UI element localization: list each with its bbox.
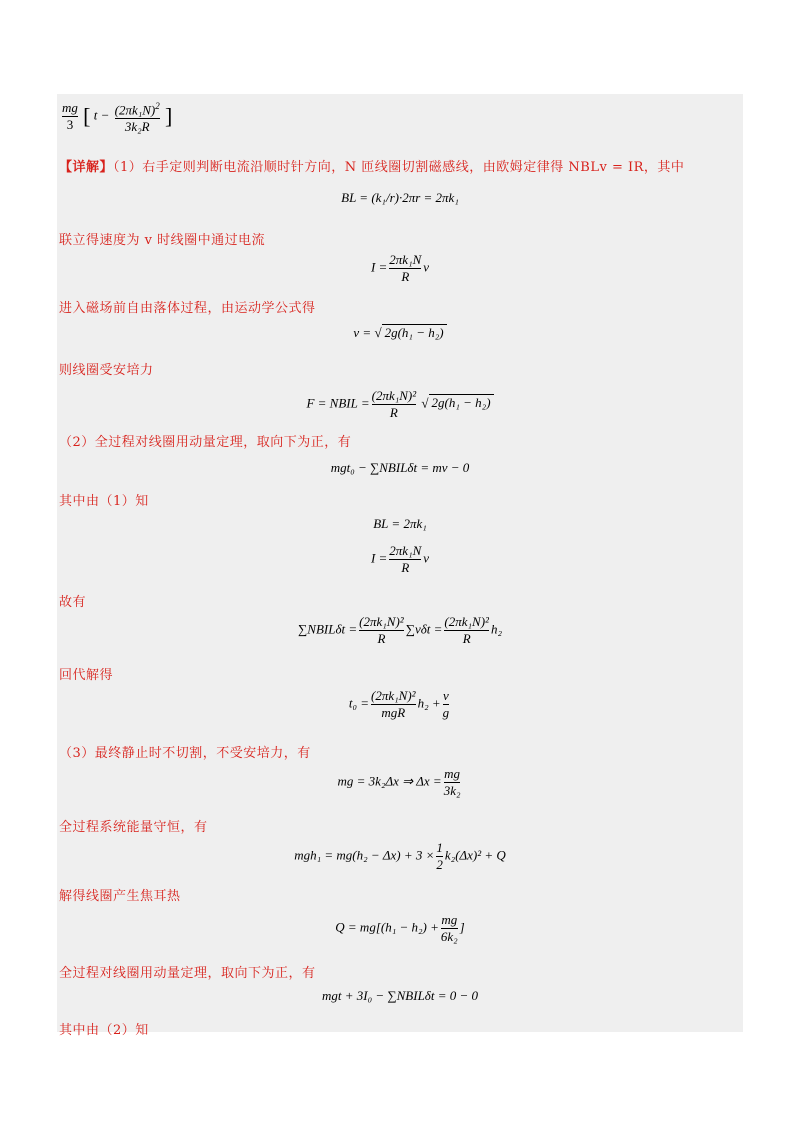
text-line-8: 回代解得 bbox=[59, 668, 114, 683]
detail-tag: 【详解】 bbox=[59, 160, 114, 175]
eq-sum: ∑NBILδt = $\frac{\text{(2πk₁N)²}}{R}$ ∑vδt = $\frac{\text{(2πk₁N)²}}{R}$ h₂ bbox=[298, 614, 502, 646]
text-line-9: （3）最终静止时不切割，不受安培力，有 bbox=[59, 746, 311, 761]
text-line-5: （2）全过程对线圈用动量定理，取向下为正，有 bbox=[59, 435, 352, 450]
eq-current-2: I = $\frac{\text{2πk₁N}}{R}$ v bbox=[370, 543, 430, 575]
text-line-6: 其中由（1）知 bbox=[59, 494, 149, 509]
detail-line: 【详解】（1）右手定则判断电流沿顺时针方向，N 匝线圈切割磁感线，由欧姆定律得 NBLv = IR，其中 bbox=[59, 160, 685, 175]
text-line-13: 其中由（2）知 bbox=[59, 1023, 149, 1038]
text-line-7: 故有 bbox=[59, 595, 87, 610]
text-line-4: 则线圈受安培力 bbox=[59, 363, 154, 378]
eq-t0: t₀ = $\frac{\text{(2πk₁N)²}}{\text{mgR}}$ h₂ + $\frac{v}{g}$ bbox=[348, 688, 450, 720]
text-line-2: 联立得速度为 v 时线圈中通过电流 bbox=[59, 233, 266, 248]
answer-inner-den: 3k₂R bbox=[115, 118, 160, 135]
eq-momentum-1: mgt₀ − ∑NBILδt = mv − 0 bbox=[330, 460, 470, 475]
text-line-10: 全过程系统能量守恒，有 bbox=[59, 820, 208, 835]
answer-inner-num: (2πk₁N) bbox=[114, 102, 156, 118]
text-line-12: 全过程对线圈用动量定理，取向下为正，有 bbox=[59, 966, 316, 981]
answer-num: mg bbox=[62, 100, 78, 116]
eq-bl-2: BL = 2πk₁ bbox=[373, 516, 427, 531]
eq-force: F = NBIL = $\frac{\text{(2πk₁N)²}}{R}$ √ 2g(h₁ − h₂) bbox=[57, 388, 743, 421]
eq-energy: mgh₁ = mg(h₂ − Δx) + 3 × $\frac{1}{2}$ k₂(Δx)² + Q bbox=[294, 840, 506, 872]
eq-bl: BL = (k₁/r)·2πr = 2πk₁ bbox=[341, 190, 459, 205]
eq-current: I = $\frac{\text{2πk₁N}}{R}$ v bbox=[370, 252, 430, 284]
text-line-3: 进入磁场前自由落体过程，由运动学公式得 bbox=[59, 301, 316, 316]
answer-formula: $\frac{mg}{3}$ [ t − $\frac{(2\pi k_1N)^2}{\text{3k₂R}}$ ] bbox=[62, 100, 173, 135]
text-line-11: 解得线圈产生焦耳热 bbox=[59, 889, 181, 904]
answer-den: 3 bbox=[62, 116, 78, 133]
eq-velocity: v = √ 2g(h₁ − h₂) bbox=[57, 324, 743, 341]
eq-momentum-2: mgt + 3I₀ − ∑NBILδt = 0 − 0 bbox=[321, 988, 479, 1003]
eq-delta-x: mg = 3k₂Δx ⇒ Δx = $\frac{mg}{\text{3k₂}}$ bbox=[337, 766, 461, 798]
answer-t: t − bbox=[93, 107, 110, 123]
eq-heat: Q = mg[(h₁ − h₂) + $\frac{mg}{\text{6k₂}}$ ] bbox=[335, 912, 465, 944]
